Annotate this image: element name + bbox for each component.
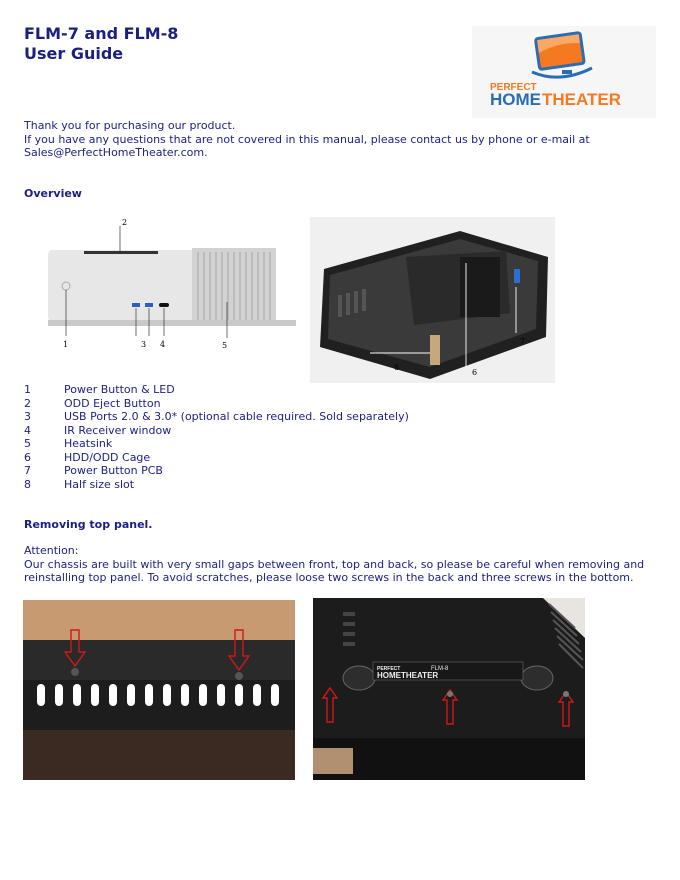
front-view-photo — [24, 214, 296, 354]
bottom-screws-photo — [313, 598, 585, 780]
svg-text:5: 5 — [222, 341, 228, 350]
svg-text:HOME: HOME — [490, 90, 541, 109]
overview-heading: Overview — [24, 187, 82, 200]
svg-text:4: 4 — [160, 340, 166, 349]
legend-item: 4 IR Receiver window — [24, 423, 172, 437]
svg-text:HOMETHEATER: HOMETHEATER — [377, 671, 439, 680]
attention-note — [24, 544, 664, 585]
attention-line-2: reinstalling top panel. To avoid scratches, please loose two screws in the back and three screws in the bottom. — [24, 571, 634, 584]
inside-view-photo — [310, 217, 555, 383]
svg-text:FLM-8: FLM-8 — [431, 666, 449, 672]
attention-line-1: Our chassis are built with very small gaps between front, top and back, so please be careful when removing and — [24, 557, 645, 571]
intro-line-1: Thank you for purchasing our product. — [24, 119, 236, 132]
svg-text:2: 2 — [122, 218, 128, 227]
back-screws-photo — [23, 600, 295, 780]
legend-item: 3 USB Ports 2.0 & 3.0* (optional cable required. Sold separately) — [24, 410, 409, 423]
legend-item: 5 Heatsink — [24, 437, 113, 450]
brand-logo — [472, 26, 656, 118]
svg-text:PERFECT: PERFECT — [377, 666, 401, 672]
intro-email: Sales@PerfectHomeTheater.com. — [24, 146, 208, 159]
title-line-1: FLM-7 and FLM-8 — [24, 24, 179, 43]
legend-item: 7 Power Button PCB — [24, 464, 163, 477]
attention-label: Attention: — [24, 544, 79, 557]
legend-item: 2 ODD Eject Button — [24, 396, 161, 410]
document-title — [24, 24, 178, 64]
svg-text:PERFECT: PERFECT — [490, 82, 537, 93]
intro-line-2: If you have any questions that are not covered in this manual, please contact us by phone or e-mail at — [24, 132, 590, 146]
svg-text:THEATER: THEATER — [542, 90, 622, 109]
tv-logo-icon — [472, 26, 656, 118]
intro-text — [24, 119, 590, 160]
svg-text:6: 6 — [472, 368, 478, 377]
legend-item: 8 Half size slot — [24, 477, 135, 491]
removing-panel-heading: Removing top panel. — [24, 518, 153, 531]
legend-item: 1 Power Button & LED — [24, 383, 175, 396]
legend-item: 6 HDD/ODD Cage — [24, 450, 151, 464]
svg-text:1: 1 — [63, 340, 69, 349]
svg-text:8: 8 — [394, 363, 400, 372]
component-legend — [24, 383, 409, 491]
svg-text:3: 3 — [141, 340, 147, 349]
title-line-2: User Guide — [24, 44, 124, 63]
svg-text:7: 7 — [520, 337, 526, 346]
